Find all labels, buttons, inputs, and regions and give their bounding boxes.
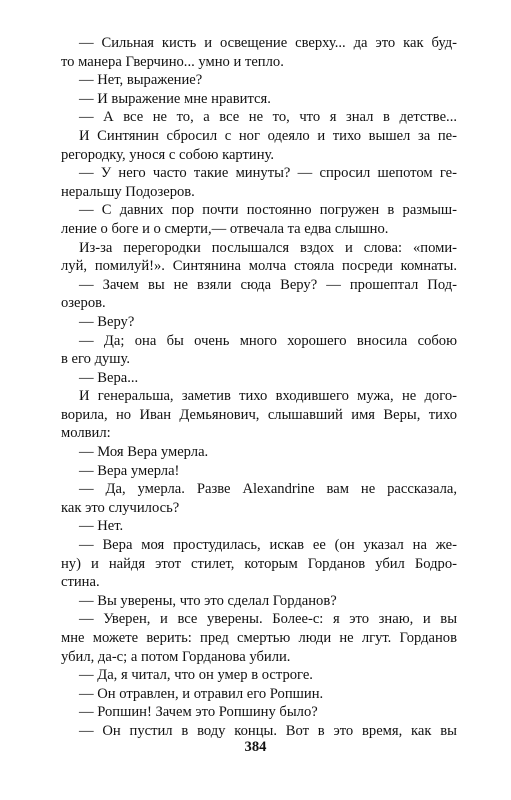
text-line: — Да, умерла. Разве Alexandrine вам не рассказала, — [79, 481, 457, 498]
page-text — [61, 34, 457, 741]
text-line: — Нет. — [79, 518, 124, 535]
text-line: — Моя Вера умерла. — [79, 444, 209, 461]
text-line: — Да; она бы очень много хорошего вносила собою — [79, 332, 457, 349]
text-line: стина. — [61, 574, 100, 591]
text-line: как это случилось? — [61, 499, 180, 516]
text-line: — Да, я читал, что он умер в остроге. — [79, 667, 313, 684]
text-line: — Вера умерла! — [79, 462, 180, 479]
text-line: — Веру? — [79, 313, 135, 330]
text-line: убил, да-с; а потом Горданова убили. — [61, 648, 291, 665]
text-line: озеров. — [61, 295, 106, 312]
text-line: — Сильная кисть и освещение сверху... да это как буд- — [79, 35, 457, 51]
text-line: — Зачем вы не взяли сюда Веру? — прошептал Под- — [79, 276, 457, 293]
text-line: — Вера... — [79, 369, 139, 386]
text-line: — Вы уверены, что это сделал Горданов? — [79, 592, 337, 609]
text-line: неральшу Подозеров. — [61, 183, 195, 200]
text-line: — У него часто такие минуты? — спросил шепотом ге- — [79, 165, 457, 182]
text-line: — Вера моя простудилась, искав ее (он указал на же- — [79, 537, 457, 554]
text-line: регородку, унося с собою картину. — [61, 146, 275, 163]
text-line: И Синтянин сбросил с ног одеяло и тихо вышел за пе- — [79, 127, 457, 144]
text-line: Из-за перегородки послышался вздох и слова: «поми- — [79, 239, 457, 256]
text-line: И генеральша, заметив тихо входившего мужа, не дого- — [79, 388, 457, 405]
text-line: луй, помилуй!». Синтянина молча стояла посреди комнаты. — [61, 258, 457, 275]
text-line: — Нет, выражение? — [79, 72, 203, 89]
text-line: мне можете верить: пред смертью люди не лгут. Горданов — [61, 630, 457, 646]
page-number: 384 — [244, 739, 267, 755]
text-line: — Он отравлен, и отравил его Ропшин. — [79, 685, 324, 702]
text-line: в его душу. — [61, 351, 131, 368]
text-line: — Он пустил в воду концы. Вот в это время, как вы — [79, 722, 457, 739]
text-line: — А все не то, а все не то, что я знал в детстве... — [79, 109, 457, 126]
text-line: — С давних пор почти постоянно погружен в размыш- — [79, 202, 457, 219]
text-line: молвил: — [61, 425, 111, 442]
text-line: то манера Гверчино... умно и тепло. — [61, 53, 284, 70]
text-line: — Ропшин! Зачем это Ропшину было? — [79, 704, 318, 721]
text-line: ворила, но Иван Демьянович, слышавший имя Веры, тихо — [61, 406, 457, 423]
text-line: ну) и найдя этот стилет, которым Горданов убил Бодро- — [61, 555, 457, 572]
text-line: — Уверен, и все уверены. Более-с: я это знаю, и вы — [79, 611, 457, 628]
text-line: ление о боге и о смерти,— отвечала та едва слышно. — [61, 220, 389, 237]
text-line: — И выражение мне нравится. — [79, 90, 271, 107]
